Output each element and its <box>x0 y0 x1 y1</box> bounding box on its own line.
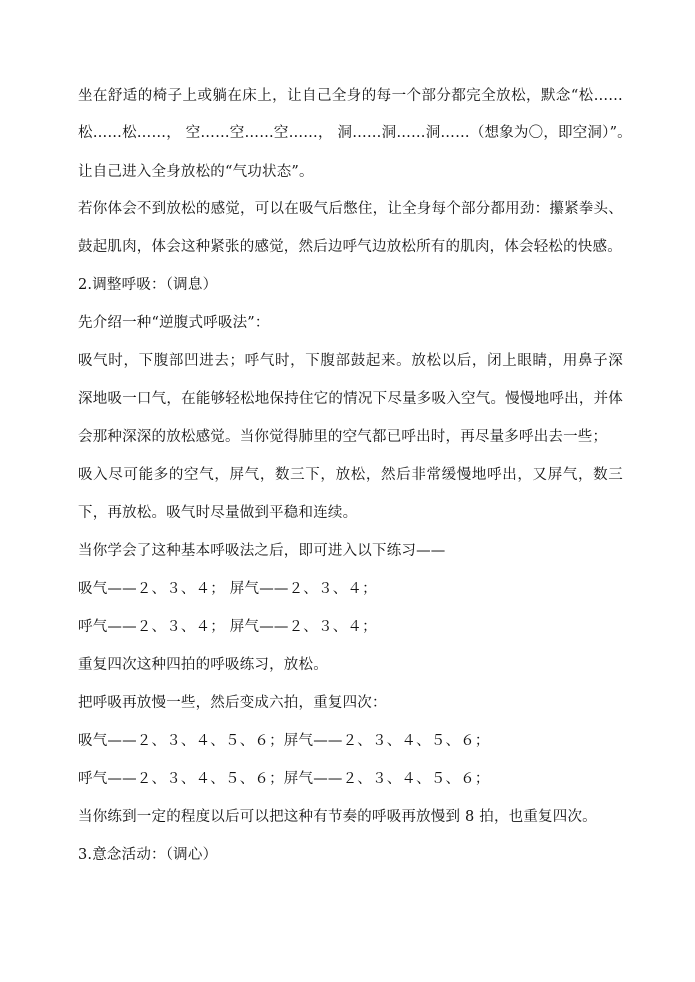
paragraph-intro-method: 先介绍一种“逆腹式呼吸法”： <box>78 315 270 331</box>
paragraph-tension-line-2: 鼓起肌肉，体会这种紧张的感觉，然后边呼气边放松所有的肌肉，体会轻松的快感。 <box>78 239 622 255</box>
exercise-six-beat-exhale: 呼气——２、３、４、５、６；屏气——２、３、４、５、６； <box>78 771 490 787</box>
paragraph-repeat-four: 重复四次这种四拍的呼吸练习，放松。 <box>78 657 328 673</box>
paragraph-relax-line-2: 松……松……， 空……空……空……， 洞……洞……洞……（想象为〇，即空洞）”。 <box>78 125 632 141</box>
section-heading-breathing: 2.调整呼吸：（调息） <box>78 277 218 293</box>
exercise-four-beat-inhale: 吸气——２、３、４； 屏气——２、３、４； <box>78 581 377 597</box>
paragraph-tension-line-1: 若你体会不到放松的感觉，可以在吸气后憋住，让全身每个部分都用劲：攥紧拳头、 <box>78 201 623 217</box>
paragraph-hold-line-2: 下，再放松。吸气时尽量做到平稳和连续。 <box>78 505 358 521</box>
paragraph-hold-line-1: 吸入尽可能多的空气，屏气，数三下，放松，然后非常缓慢地呼出，又屏气，数三 <box>78 467 623 483</box>
paragraph-practice-intro: 当你学会了这种基本呼吸法之后，即可进入以下练习—— <box>78 543 446 559</box>
paragraph-method-line-1: 吸气时，下腹部凹进去；呼气时，下腹部鼓起来。放松以后，闭上眼睛，用鼻子深 <box>78 353 623 369</box>
paragraph-method-line-3: 会那种深深的放松感觉。当你觉得肺里的空气都已呼出时，再尽量多呼出去一些； <box>78 429 608 445</box>
paragraph-method-line-2: 深地吸一口气，在能够轻松地保持住它的情况下尽量多吸入空气。慢慢地呼出，并体 <box>78 391 623 407</box>
exercise-four-beat-exhale: 呼气——２、３、４； 屏气——２、３、４； <box>78 619 377 635</box>
section-heading-mind: 3.意念活动：（调心） <box>78 847 218 863</box>
paragraph-relax-line-3: 让自己进入全身放松的“气功状态”。 <box>78 164 314 180</box>
paragraph-six-beat-intro: 把呼吸再放慢一些，然后变成六拍，重复四次： <box>78 695 387 711</box>
paragraph-eight-beat: 当你练到一定的程度以后可以把这种有节奏的呼吸再放慢到 8 拍，也重复四次。 <box>78 809 597 825</box>
exercise-six-beat-inhale: 吸气——２、３、４、５、６；屏气——２、３、４、５、６； <box>78 733 490 749</box>
paragraph-relax-line-1: 坐在舒适的椅子上或躺在床上，让自己全身的每一个部分都完全放松，默念“松…… <box>78 88 623 104</box>
